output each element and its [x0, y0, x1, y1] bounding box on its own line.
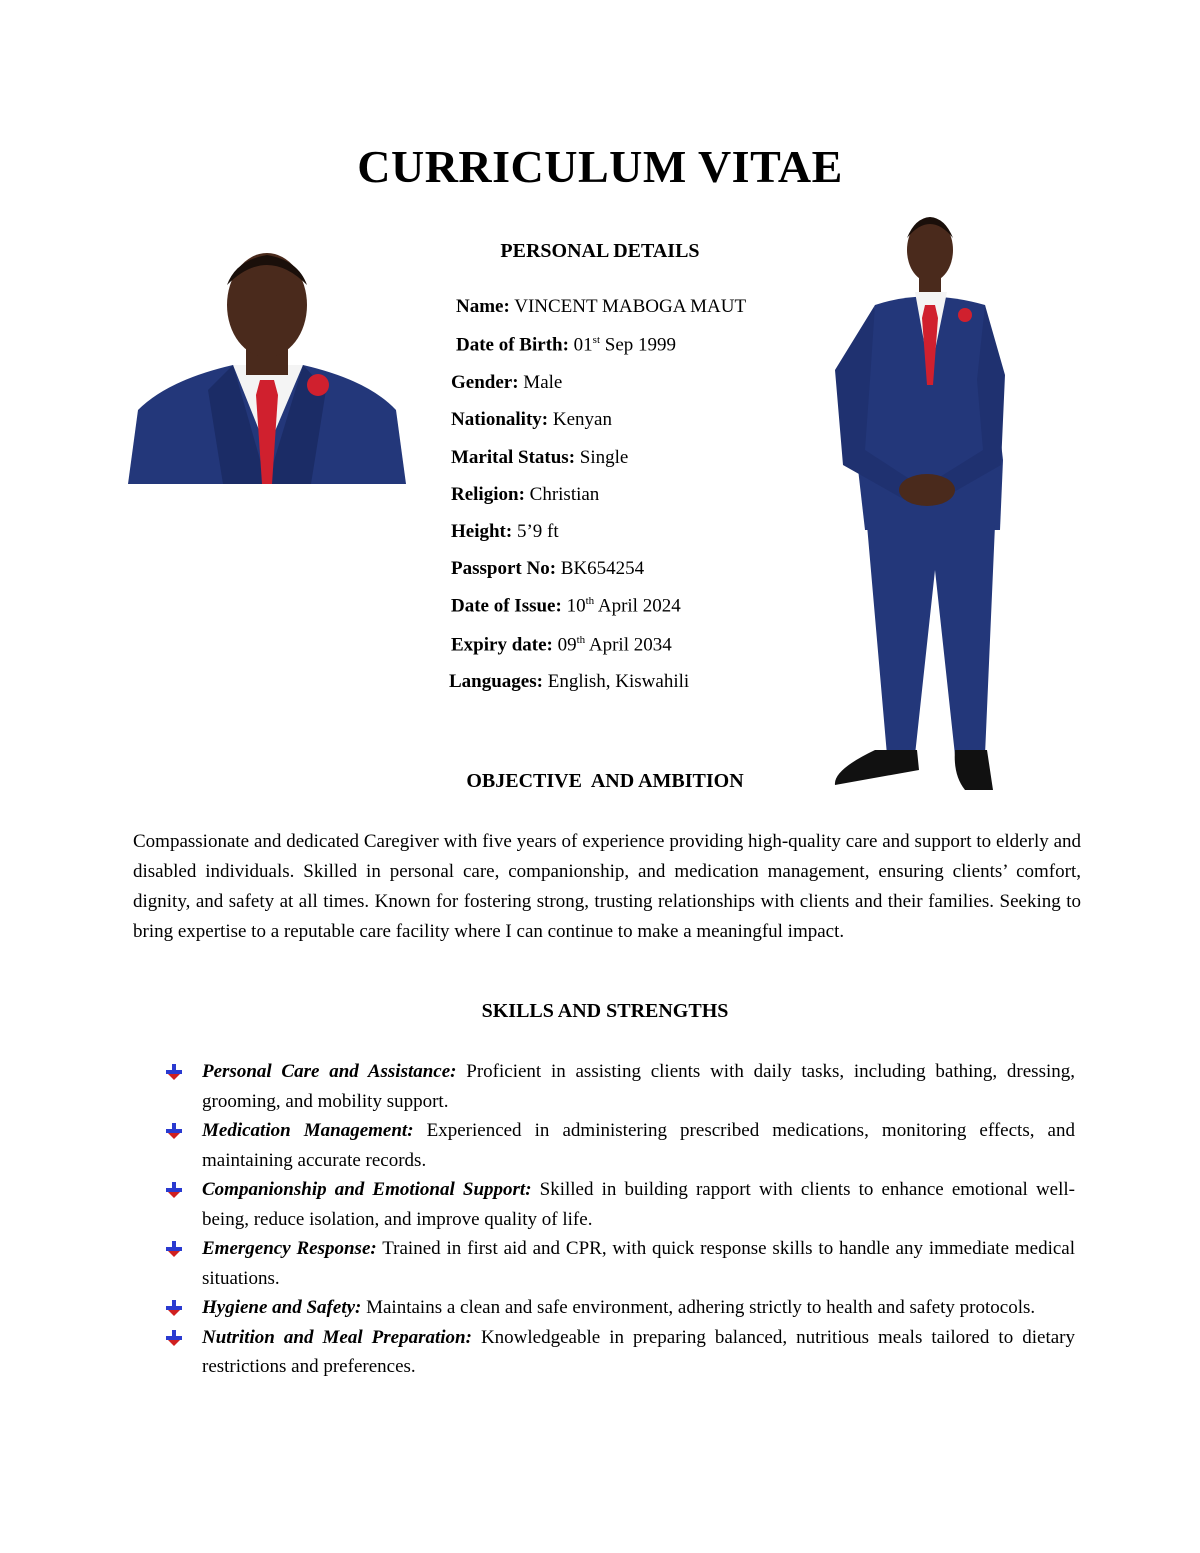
- detail-height: [451, 521, 559, 543]
- detail-label: Religion: [451, 484, 519, 505]
- detail-label: Gender: [451, 372, 513, 393]
- arrow-bullet-icon: [165, 1063, 183, 1081]
- detail-label: Date of Birth: [456, 334, 563, 356]
- skill-description: Proficient in assisting clients with daily tasks, including bathing, dressing, grooming, and mobility support.: [202, 1061, 1075, 1112]
- skill-item: [165, 1293, 1075, 1323]
- detail-nationality: [451, 409, 612, 431]
- skill-item: [165, 1175, 1075, 1234]
- detail-value: VINCENT MABOGA MAUT: [509, 296, 747, 317]
- detail-value: BK654254: [556, 558, 645, 579]
- detail-sep: :: [512, 372, 519, 393]
- detail-label: Date of Issue: [451, 595, 556, 617]
- detail-value: Single: [575, 447, 629, 468]
- skill-item: [165, 1057, 1075, 1116]
- skill-name: Hygiene and Safety:: [202, 1297, 362, 1318]
- portrait-photo: [128, 240, 406, 484]
- detail-value: 5’9 ft: [512, 521, 559, 542]
- detail-sep: :: [536, 671, 543, 692]
- detail-value: English, Kiswahili: [542, 671, 690, 692]
- detail-label: Passport No: [451, 558, 550, 579]
- detail-sep: :: [562, 334, 569, 356]
- detail-ordinal: th: [585, 595, 595, 607]
- detail-sep: :: [541, 409, 549, 430]
- skill-item: [165, 1323, 1075, 1382]
- detail-sep: :: [555, 595, 562, 617]
- detail-value: 10: [561, 595, 586, 617]
- detail-gender: [451, 372, 562, 394]
- page-title: CURRICULUM VITAE: [357, 141, 843, 192]
- detail-passport-no: [451, 558, 644, 580]
- detail-value: April 2034: [585, 634, 672, 656]
- arrow-bullet-icon: [165, 1299, 183, 1317]
- detail-label: Marital Status: [451, 447, 569, 468]
- detail-sep: :: [518, 484, 525, 505]
- detail-value: Male: [518, 372, 563, 393]
- detail-date-of-issue: [451, 595, 681, 617]
- objective-paragraph: Compassionate and dedicated Caregiver with five years of experience providing high-quality care and support to elderly and disabled individuals. Skilled in personal care, companionship, and medication management, ensuring clients’ comfort, dignity, and safety at all times. Known for fostering strong, trusting relationships with clients and their families. Seeking to bring expertise to a reputable care facility where I can continue to make a meaningful impact.: [133, 831, 1081, 942]
- detail-value: Sep 1999: [600, 334, 677, 356]
- detail-label: Height: [451, 521, 506, 542]
- skill-description: Trained in first aid and CPR, with quick response skills to handle any immediate medical situations.: [202, 1238, 1075, 1289]
- detail-name: [456, 296, 746, 318]
- detail-languages: [449, 671, 689, 693]
- skill-name: Emergency Response:: [202, 1238, 377, 1259]
- skill-name: Nutrition and Meal Preparation:: [202, 1326, 472, 1348]
- detail-ordinal: th: [576, 634, 586, 646]
- skill-item: [165, 1116, 1075, 1175]
- detail-value: 09: [552, 634, 577, 656]
- full-body-photo: [815, 210, 1015, 795]
- detail-ordinal: st: [592, 334, 601, 346]
- skill-description: Experienced in administering prescribed medications, monitoring effects, and maintaining accurate records.: [202, 1120, 1075, 1171]
- detail-expiry-date: [451, 634, 672, 656]
- skill-description: Skilled in building rapport with clients to enhance emotional well-being, reduce isolation, and improve quality of life.: [202, 1179, 1075, 1230]
- skill-item: [165, 1234, 1075, 1293]
- detail-value: April 2024: [594, 595, 681, 617]
- personal-details-heading: PERSONAL DETAILS: [500, 240, 700, 262]
- arrow-bullet-icon: [165, 1329, 183, 1347]
- detail-label: Languages: [449, 671, 537, 692]
- detail-label: Name: [456, 296, 504, 317]
- detail-sep: :: [503, 296, 510, 317]
- skill-name: Personal Care and Assistance:: [202, 1061, 457, 1082]
- skill-name: Medication Management:: [202, 1120, 414, 1141]
- detail-label: Nationality: [451, 409, 542, 430]
- detail-sep: :: [505, 521, 513, 542]
- skills-list: [165, 1057, 1075, 1382]
- detail-label: Expiry date: [451, 634, 547, 656]
- arrow-bullet-icon: [165, 1122, 183, 1140]
- detail-value: 01: [568, 334, 593, 356]
- detail-date-of-birth: [456, 334, 676, 356]
- skill-description: Maintains a clean and safe environment, adhering strictly to health and safety protocols.: [361, 1297, 1036, 1318]
- detail-sep: :: [546, 634, 553, 656]
- objective-heading: OBJECTIVE AND AMBITION: [466, 770, 744, 792]
- arrow-bullet-icon: [165, 1181, 183, 1199]
- detail-marital-status: [451, 447, 628, 469]
- arrow-bullet-icon: [165, 1240, 183, 1258]
- skill-name: Companionship and Emotional Support:: [202, 1179, 532, 1200]
- detail-value: Kenyan: [548, 409, 612, 430]
- detail-sep: :: [568, 447, 576, 468]
- detail-sep: :: [549, 558, 557, 579]
- skills-heading: SKILLS AND STRENGTHS: [481, 1000, 729, 1022]
- detail-religion: [451, 484, 599, 506]
- detail-value: Christian: [524, 484, 600, 505]
- skill-description: Knowledgeable in preparing balanced, nutritious meals tailored to dietary restrictions and preferences.: [202, 1326, 1075, 1377]
